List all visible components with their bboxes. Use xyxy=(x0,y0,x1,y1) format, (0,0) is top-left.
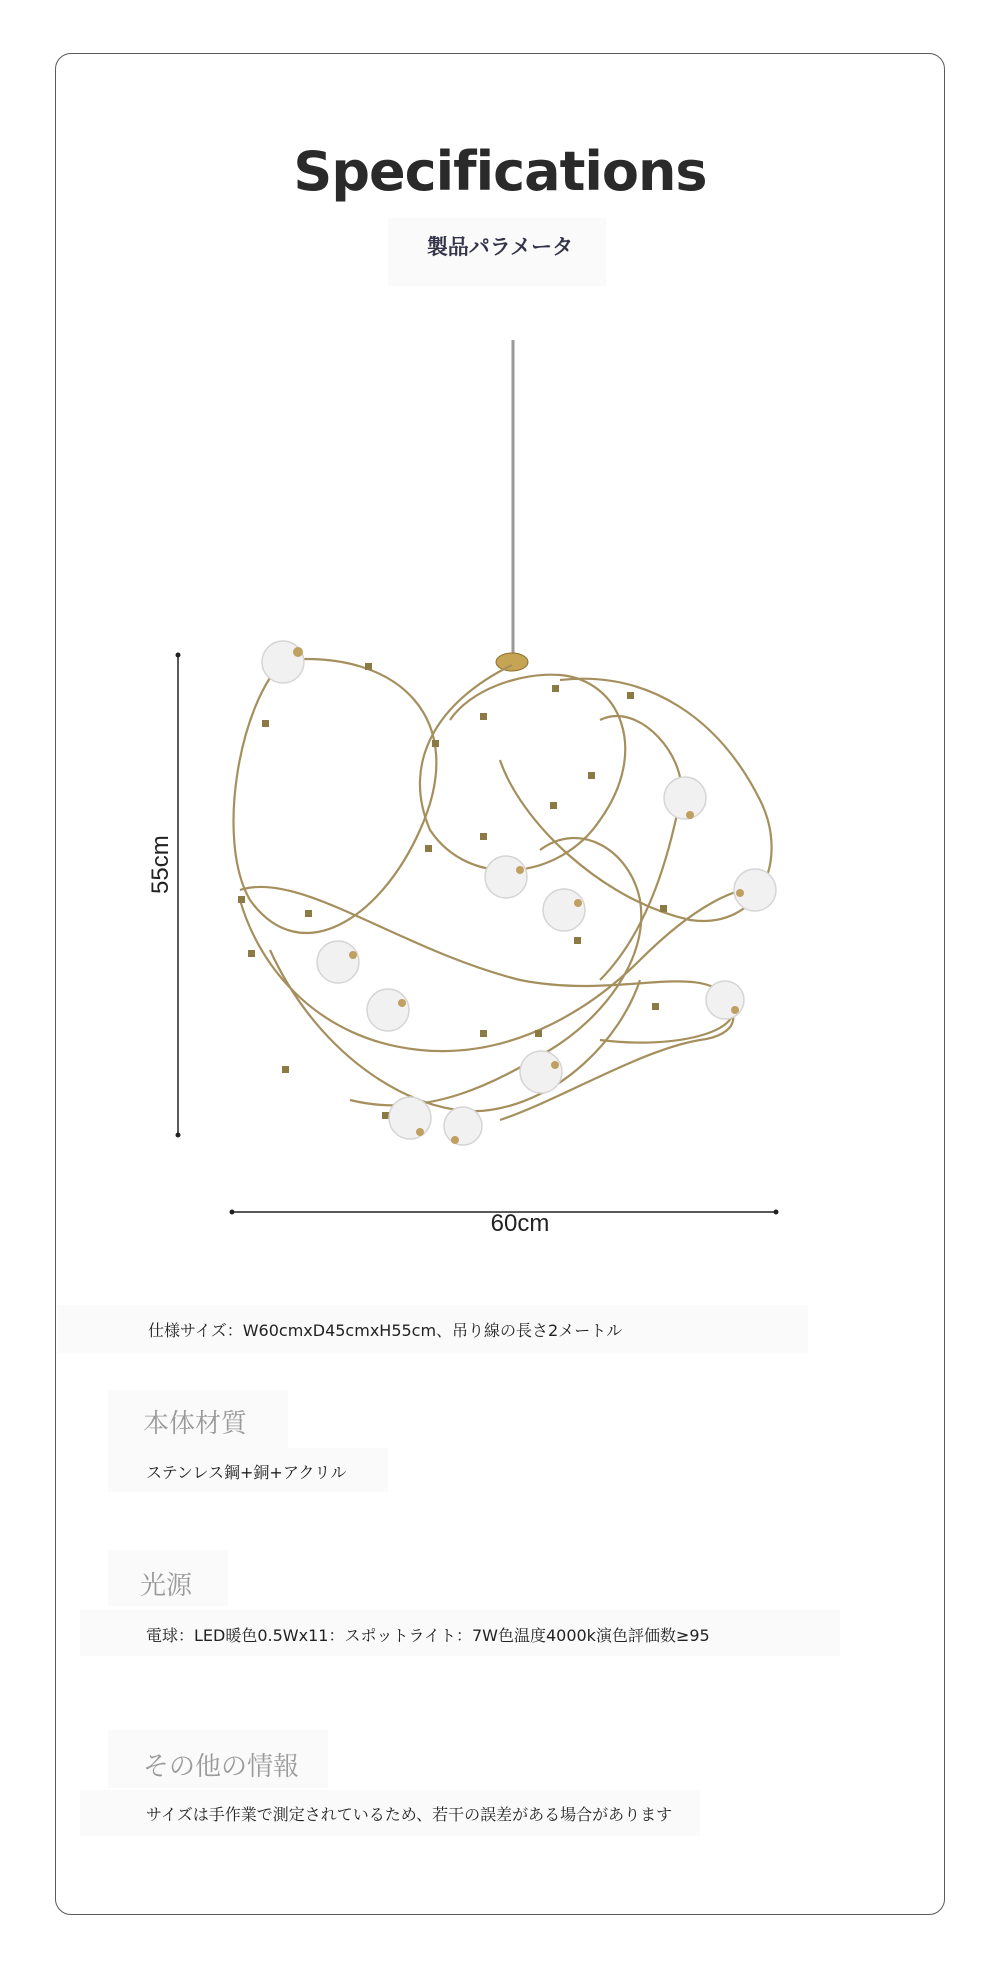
spec-size-text: 仕様サイズ：W60cmxD45cmxH55cm、吊り線の長さ2メートル xyxy=(148,1321,623,1340)
material-text: ステンレス鋼+銅+アクリル xyxy=(146,1463,347,1482)
other-info-text: サイズは手作業で測定されているため、若干の誤差がある場合があります xyxy=(146,1805,673,1824)
material-heading: 本体材質 xyxy=(143,1409,248,1439)
light-heading: 光源 xyxy=(140,1571,193,1601)
light-source-text: 電球：LED暖色0.5Wx11：スポットライト：7W色温度4000k演色評価数≥95 xyxy=(146,1626,710,1645)
width-dimension-label: 60cm xyxy=(490,1210,550,1237)
other-info-heading: その他の情報 xyxy=(143,1752,300,1782)
page-subtitle: 製品パラメータ xyxy=(426,235,574,259)
page-title: Specifications xyxy=(293,140,707,203)
pendant-lamp-illustration xyxy=(0,320,1000,1240)
height-dimension-label: 55cm xyxy=(147,835,174,894)
